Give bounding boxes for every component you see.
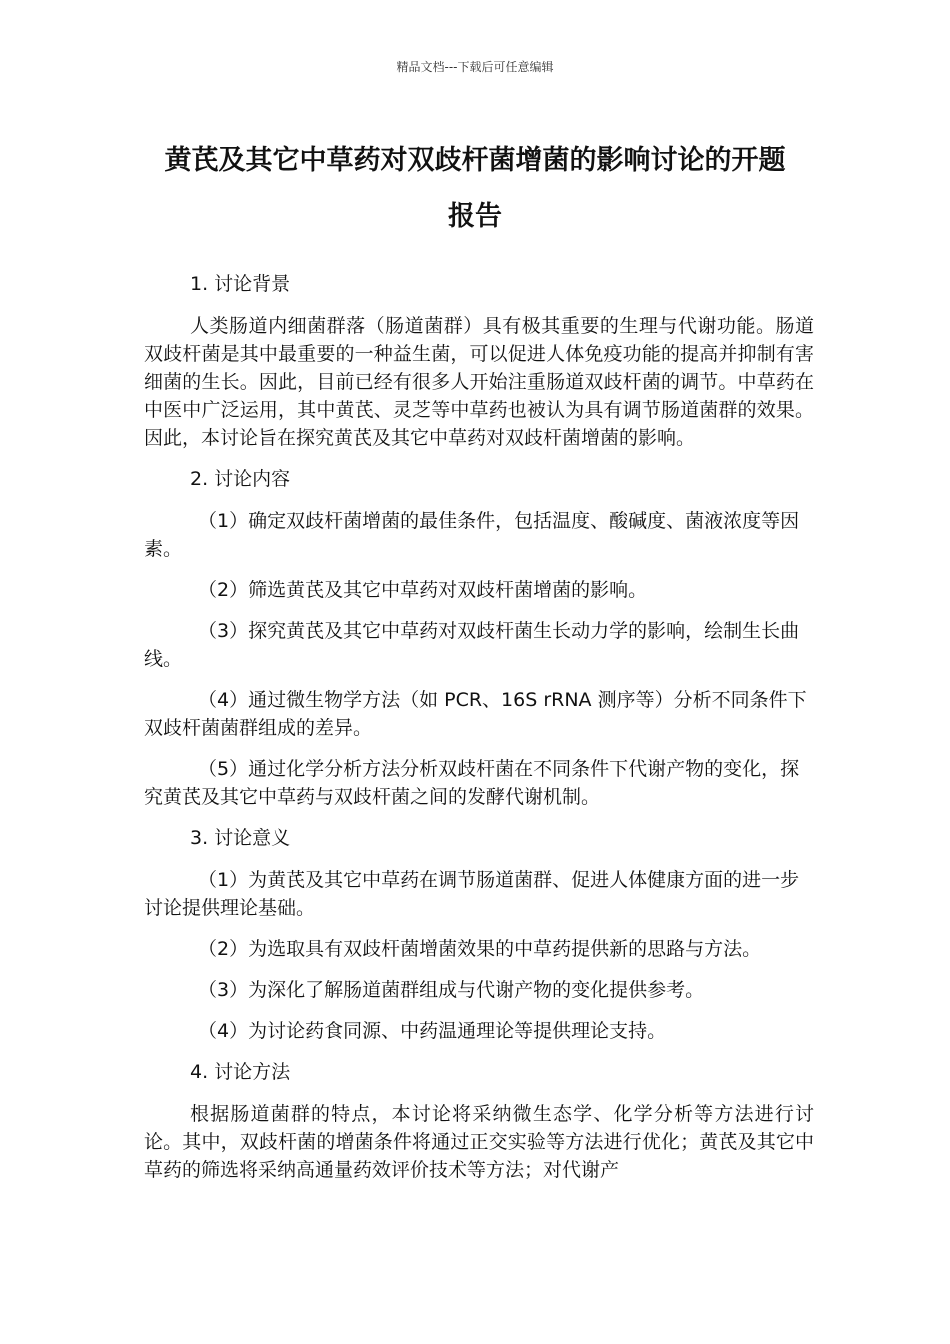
- document-title-line-2: 报告: [448, 201, 502, 232]
- methods-paragraph: 根据肠道菌群的特点，本讨论将采纳微生态学、化学分析等方法进行讨论。其中，双歧杆菌的增菌条件将通过正交实验等方法进行优化；黄芪及其它中草药的筛选将采纳高通量药效评价技术等方法；对代谢产: [144, 1103, 814, 1181]
- background-paragraph: 人类肠道内细菌群落（肠道菌群）具有极其重要的生理与代谢功能。肠道双歧杆菌是其中最重要的一种益生菌，可以促进人体免疫功能的提高并抑制有害细菌的生长。因此，目前已经有很多人开始注重肠道双歧杆菌的调节。中草药在中医中广泛运用，其中黄芪、灵芝等中草药也被认为具有调节肠道菌群的效果。因此，本讨论旨在探究黄芪及其它中草药对双歧杆菌增菌的影响。: [144, 315, 814, 449]
- significance-item: （1）为黄芪及其它中草药在调节肠道菌群、促进人体健康方面的进一步讨论提供理论基础。: [144, 869, 800, 919]
- content-item: （2）筛选黄芪及其它中草药对双歧杆菌增菌的影响。: [198, 579, 648, 601]
- section-heading-significance: 3. 讨论意义: [190, 827, 291, 849]
- content-item: （3）探究黄芪及其它中草药对双歧杆菌生长动力学的影响，绘制生长曲线。: [144, 620, 800, 670]
- content-item: （1）确定双歧杆菌增菌的最佳条件，包括温度、酸碱度、菌液浓度等因素。: [144, 510, 800, 560]
- content-item: （4）通过微生物学方法（如 PCR、16S rRNA 测序等）分析不同条件下双歧杆菌菌群组成的差异。: [144, 689, 807, 739]
- significance-item: （4）为讨论药食同源、中药温通理论等提供理论支持。: [198, 1020, 667, 1042]
- section-heading-content: 2. 讨论内容: [190, 468, 291, 490]
- section-heading-background: 1. 讨论背景: [190, 273, 291, 295]
- content-item: （5）通过化学分析方法分析双歧杆菌在不同条件下代谢产物的变化，探究黄芪及其它中草药与双歧杆菌之间的发酵代谢机制。: [144, 758, 800, 808]
- document-body: [144, 270, 814, 1197]
- significance-item: （3）为深化了解肠道菌群组成与代谢产物的变化提供参考。: [198, 979, 705, 1001]
- document-title-line-1: 黄芪及其它中草药对双歧杆菌增菌的影响讨论的开题: [164, 145, 786, 176]
- header-note: 精品文档---下载后可任意编辑: [396, 60, 554, 74]
- significance-item: （2）为选取具有双歧杆菌增菌效果的中草药提供新的思路与方法。: [198, 938, 762, 960]
- section-heading-methods: 4. 讨论方法: [190, 1061, 291, 1083]
